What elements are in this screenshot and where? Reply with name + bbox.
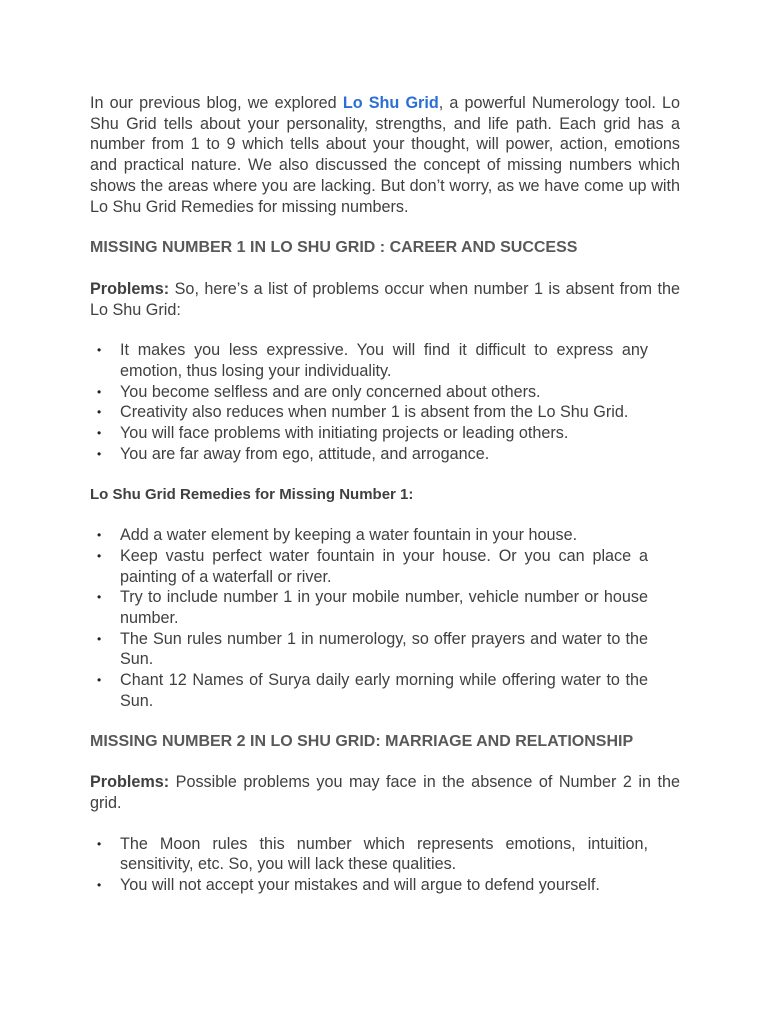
list-item: • Chant 12 Names of Surya daily early morning while offering water to the Sun. (90, 670, 648, 711)
section2-problems-list (90, 834, 648, 896)
section2-problems-paragraph (90, 772, 680, 813)
problems-text: So, here’s a list of problems occur when number 1 is absent from the Lo Shu Grid: (90, 279, 680, 319)
list-item: • You become selfless and are only concerned about others. (90, 382, 648, 403)
intro-paragraph (90, 93, 680, 217)
intro-text-start: In our previous blog, we explored (90, 94, 343, 112)
problems-label: Problems: (90, 279, 170, 298)
intro-text-end: , a powerful Numerology tool. Lo Shu Grid tells about your personality, strengths, and life path. Each grid has a number from 1 to 9 which tells about your thought, will power, action, emotions and practical nature. We also discussed the concept of missing numbers which shows the areas where you are lacking. But don’t worry, as we have come up with Lo Shu Grid Remedies for missing numbers. (90, 94, 680, 216)
lo-shu-grid-link[interactable]: Lo Shu Grid (342, 94, 439, 112)
document-page (90, 93, 680, 916)
list-item: • Try to include number 1 in your mobile number, vehicle number or house number. (90, 587, 648, 628)
section2-heading: MISSING NUMBER 2 IN LO SHU GRID: MARRIAGE AND RELATIONSHIP (90, 732, 634, 750)
list-item: • The Moon rules this number which represents emotions, intuition, sensitivity, etc. So, you will lack these qualities. (90, 834, 648, 875)
remedies-heading: Lo Shu Grid Remedies for Missing Number 1: (90, 485, 414, 503)
problems-text: Possible problems you may face in the absence of Number 2 in the grid. (90, 773, 680, 812)
list-item: • Keep vastu perfect water fountain in your house. Or you can place a painting of a waterfall or river. (90, 546, 648, 587)
list-item: • It makes you less expressive. You will find it difficult to express any emotion, thus losing your individuality. (90, 340, 648, 381)
list-item: • You will face problems with initiating projects or leading others. (90, 423, 648, 444)
section1-remedies-list (90, 525, 648, 711)
list-item: • The Sun rules number 1 in numerology, so offer prayers and water to the Sun. (90, 629, 648, 670)
list-item: • You are far away from ego, attitude, and arrogance. (90, 444, 648, 465)
list-item: • Creativity also reduces when number 1 is absent from the Lo Shu Grid. (90, 402, 648, 423)
section1-problems-list (90, 340, 648, 464)
list-item: • Add a water element by keeping a water fountain in your house. (90, 525, 648, 546)
section1-heading: MISSING NUMBER 1 IN LO SHU GRID : CAREER AND SUCCESS (90, 239, 578, 257)
list-item: • You will not accept your mistakes and will argue to defend yourself. (90, 875, 648, 896)
section1-problems-paragraph (90, 279, 680, 320)
problems-label: Problems: (90, 773, 170, 792)
